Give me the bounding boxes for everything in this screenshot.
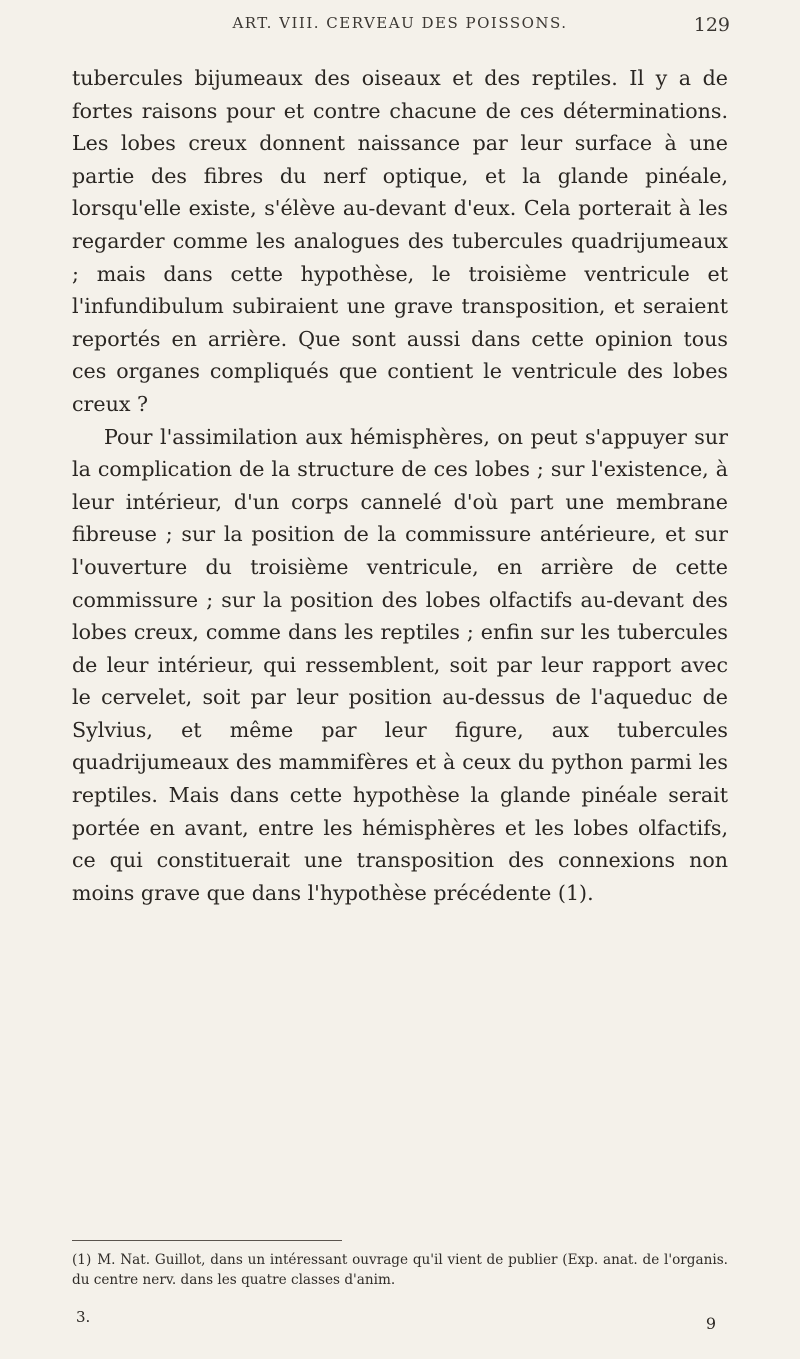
footnote-marker: (1) xyxy=(72,1252,92,1268)
volume-signature: 3. xyxy=(76,1308,91,1326)
footnote xyxy=(72,1250,728,1290)
signature-line xyxy=(72,1308,728,1332)
paragraph-1: tubercules bijumeaux des oiseaux et des reptiles. Il y a de fortes raisons pour et contre chacune de ces déterminations. Les lobes creux donnent naissance par leur surface à une partie des fibres du nerf optique, et la glande pinéale, lorsqu'elle existe, s'élève au-devant d'eux. Cela porterait à les regarder comme les analogues des tubercules quadrijumeaux ; mais dans cette hypothèse, le troisième ventricule et l'infundibulum subiraient une grave transposition, et seraient reportés en arrière. Que sont aussi dans cette opinion tous ces organes compliqués que contient le ventricule des lobes creux ? xyxy=(72,66,728,416)
running-head: ART. VIII. CERVEAU DES POISSONS. xyxy=(232,14,568,32)
page-number: 129 xyxy=(693,14,730,36)
body-text xyxy=(72,62,728,909)
footnote-text: M. Nat. Guillot, dans un intéressant ouvrage qu'il vient de publier (Exp. anat. de l'organis. du centre nerv. dans les quatre classes d'anim. xyxy=(72,1252,728,1288)
page-header xyxy=(70,14,730,38)
footnote-divider xyxy=(72,1240,342,1241)
paragraph-2: Pour l'assimilation aux hémisphères, on peut s'appuyer sur la complication de la structure de ces lobes ; sur l'existence, à leur intérieur, d'un corps cannelé d'où part une membrane fibreuse ; sur la position de la commissure antérieure, et sur l'ouverture du troisième ventricule, en arrière de cette commissure ; sur la position des lobes olfactifs au-devant des lobes creux, comme dans les reptiles ; enfin sur les tubercules de leur intérieur, qui ressemblent, soit par leur rapport avec le cervelet, soit par leur position au-dessus de l'aqueduc de Sylvius, et même par leur figure, aux tubercules quadrijumeaux des mammifères et à ceux du python parmi les reptiles. Mais dans cette hypothèse la glande pinéale serait portée en avant, entre les hémisphères et les lobes olfactifs, ce qui constituerait une transposition des connexions non moins grave que dans l'hypothèse précédente (1). xyxy=(72,424,728,905)
sheet-signature: 9 xyxy=(705,1314,716,1333)
